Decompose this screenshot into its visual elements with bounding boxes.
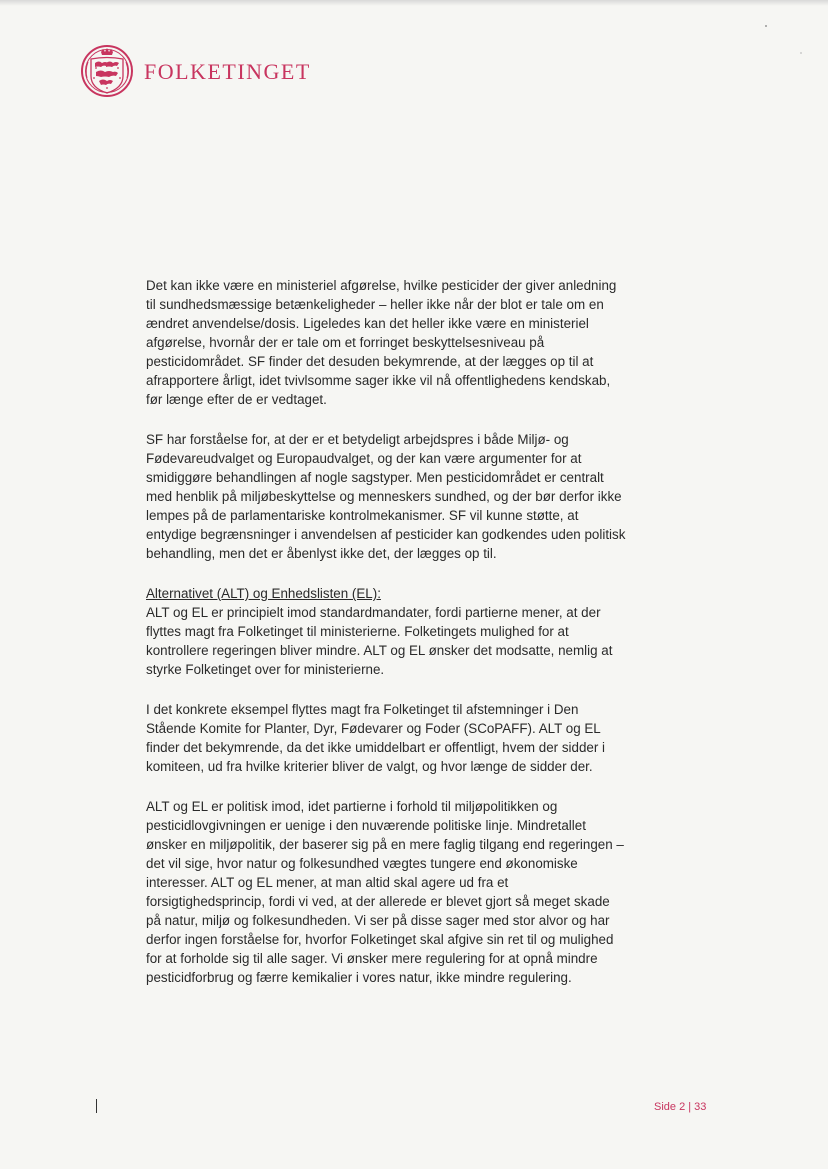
section-heading: Alternativet (ALT) og Enhedslisten (EL):: [146, 586, 381, 601]
folketinget-logo: [80, 44, 311, 98]
page-top-edge: [0, 0, 828, 6]
scan-speck: [800, 52, 802, 54]
document-body: [146, 276, 626, 1008]
section-alt-el: [146, 584, 626, 679]
coat-of-arms-seal-icon: [80, 44, 134, 98]
paragraph-ministerial-decision: Det kan ikke være en ministeriel afgørelse, hvilke pesticider der giver anledning til sundhedsmæssige betænkeligheder – heller ikke når der blot er tale om en ændret anvendelse/dosis. Ligeledes kan det heller ikke være en ministeriel afgørelse, hvornår der er tale om et forringet beskyttelsesniveau på pesticidområdet. SF finder det desuden bekymrende, at der lægges op til at afrapportere årligt, idet tvivlsomme sager ikke vil nå offentlighedens kendskab, før længe efter de er vedtaget.: [146, 278, 617, 407]
paragraph-sf-position: SF har forståelse for, at der er et betydeligt arbejdspres i både Miljø- og Fødevareudvalget og Europaudvalget, og der kan være argumenter for at smidiggøre behandlingen af nogle sagstyper. Men pesticidområdet er centralt med henblik på miljøbeskyttelse og menneskers sundhed, og der bør derfor ikke lempes på de parlamentariske kontrolmekanismer. SF vil kunne støtte, at entydige begrænsninger i anvendelsen af pesticider kan godkendes uden politisk behandling, men det er åbenlyst ikke det, der lægges op til.: [146, 432, 626, 561]
page-number: Side 2 | 33: [654, 1101, 707, 1113]
logo-wordmark: FOLKETINGET: [144, 59, 311, 84]
paragraph-alt-el-politics: ALT og EL er politisk imod, idet partierne i forhold til miljøpolitikken og pesticidlovgivningen er uenige i den nuværende politiske linje. Mindretallet ønsker en miljøpolitik, der baserer sig på en mere faglig tilgang end regeringen – det vil sige, hvor natur og folkesundhed vægtes tungere end økonomiske interesser. ALT og EL mener, at man altid skal agere ud fra et forsigtighedsprincip, fordi vi ved, at der allerede er blevet gjort så meget skade på natur, miljø og folkesundheden. Vi ser på disse sager med stor alvor og har derfor ingen forståelse for, hvorfor Folketinget skal afgive sin ret til og mulighed for at forholde sig til alle sager. Vi ønsker mere regulering for at opnå mindre pesticidforbrug og færre kemikalier i vores natur, ikke mindre regulering.: [146, 799, 624, 985]
margin-mark: [96, 1099, 97, 1113]
paragraph-alt-el-principle: ALT og EL er principielt imod standardmandater, fordi partierne mener, at der flyttes magt fra Folketinget til ministerierne. Folketingets mulighed for at kontrollere regeringen bliver mindre. ALT og EL ønsker det modsatte, nemlig at styrke Folketinget over for ministerierne.: [146, 605, 613, 677]
paragraph-scopaff-example: I det konkrete eksempel flyttes magt fra Folketinget til afstemninger i Den Stående Komite for Planter, Dyr, Fødevarer og Foder (SCoPAFF). ALT og EL finder det bekymrende, da det ikke umiddelbart er offentligt, hvem der sidder i komiteen, ud fra hvilke kriterier bliver de valgt, og hvor længe de sidder der.: [146, 702, 606, 774]
scan-speck: [765, 25, 767, 27]
